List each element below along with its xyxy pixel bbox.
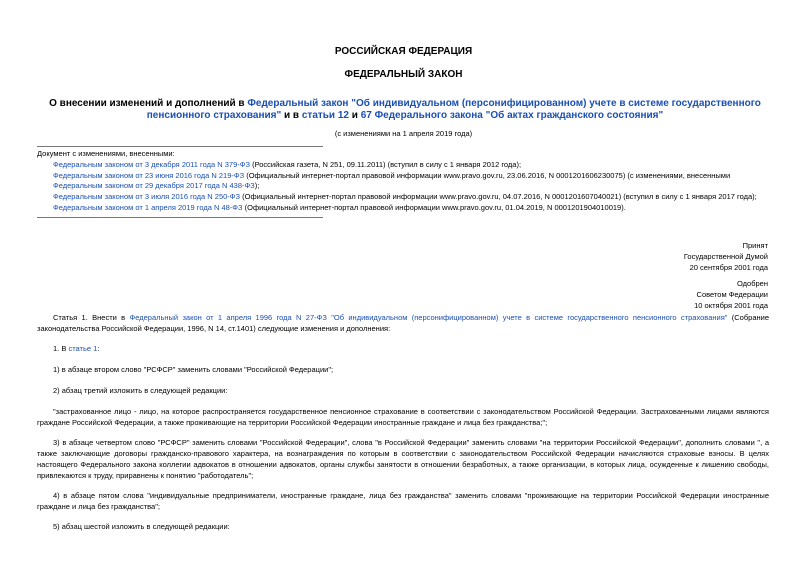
law-title bbox=[45, 98, 765, 122]
change-item bbox=[53, 203, 768, 214]
top-divider bbox=[37, 146, 323, 147]
item-1-prefix: 1. В bbox=[53, 344, 69, 353]
change-text: (Официальный интернет-портал правовой информации www.pravo.gov.ru, 04.07.2016, N 0001201607040021) (вступил в силу с 1 января 2017 года); bbox=[240, 192, 757, 202]
title-link-civil-status-law[interactable]: 67 Федерального закона "Об актах гражданского состояния" bbox=[360, 110, 664, 121]
adopted-block bbox=[684, 240, 768, 273]
change-text: (Российская газета, N 251, 09.11.2011) (вступил в силу с 1 января 2012 года); bbox=[250, 159, 522, 169]
para-text: 5) абзац шестой изложить в следующей редакции: bbox=[53, 522, 230, 531]
para-text: "застрахованное лицо - лицо, на которое распространяется государственное пенсионное страхование в соответствии с законодательством Российской Федерации. Застрахованными лицами являются граждане Российской Федерации, а также проживающие на территории Российской Федерации иностранные граждане и лица без гражданства;"; bbox=[37, 407, 769, 427]
change-link[interactable]: Федеральным законом от 23 июня 2016 года N 219-ФЗ bbox=[53, 170, 245, 180]
item-1-suffix: : bbox=[97, 344, 100, 353]
article-1 bbox=[37, 312, 769, 334]
changes-label: Документ с изменениями, внесенными: bbox=[37, 149, 175, 158]
change-link[interactable]: Федеральным законом от 29 декабря 2017 года N 438-ФЗ bbox=[53, 181, 255, 191]
change-item bbox=[53, 192, 768, 203]
para-3 bbox=[37, 406, 769, 428]
para-1 bbox=[37, 364, 769, 375]
title-and: и bbox=[348, 110, 361, 121]
change-text: (Официальный интернет-портал правовой информации www.pravo.gov.ru, 01.04.2019, N 0001201904010019). bbox=[242, 202, 626, 212]
para-2 bbox=[37, 385, 769, 396]
para-5 bbox=[37, 490, 769, 512]
change-item bbox=[53, 171, 768, 193]
title-link-article-12[interactable]: статьи 12 bbox=[301, 110, 349, 121]
adopted-line: Государственной Думой bbox=[683, 252, 768, 261]
change-item bbox=[53, 160, 768, 171]
adopted-line: 20 сентября 2001 года bbox=[689, 263, 768, 272]
item-1-text bbox=[37, 343, 769, 354]
para-text: 3) в абзаце четвертом слово "РСФСР" заменить словами "Российской Федерации", слова "в Российской Федерации" заменить словами "на территории Российской Федерации", дополнить словами ", а также заключающие договоры гражданско-правового характера, на вознаграждения по которым в соответствии с законодательством Российской Федерации начисляются страховые взносы. В целях настоящего Федерального закона коллегии адвокатов в отношении адвокатов, органы службы занятости в отношении безработных, а также организации, в которых лица, осужденные к лишению свободы, привлекаются к труду, приравнены к понятию "работодатель"; bbox=[37, 438, 769, 480]
approved-line: Советом Федерации bbox=[696, 290, 768, 299]
change-text: ); bbox=[254, 181, 260, 191]
para-text: 1) в абзаце втором слово "РСФСР" заменить словами "Российской Федерации"; bbox=[53, 365, 334, 374]
approved-block bbox=[694, 278, 768, 311]
para-4 bbox=[37, 437, 769, 481]
bottom-divider bbox=[37, 217, 323, 218]
para-6 bbox=[37, 521, 769, 532]
approved-line: Одобрен bbox=[737, 279, 768, 288]
article-1-prefix: Статья 1. Внести в bbox=[53, 313, 130, 322]
article-1-text bbox=[37, 312, 769, 334]
item-1 bbox=[37, 343, 769, 354]
article-1-link[interactable]: Федеральный закон от 1 апреля 1996 года N 27-ФЗ "Об индивидуальном (персонифицированном) учете в системе государственного пенсионного страхования" bbox=[129, 313, 728, 322]
adopted-line: Принят bbox=[742, 241, 768, 250]
title-link-pension-law[interactable]: Федеральный закон "Об индивидуальном (персонифицированном) учете в системе государственного пенсионного страхования" bbox=[146, 98, 761, 121]
article-1-suffix: (Собрание законодательства Российской Федерации, 1996, N 14, ст.1401) следующие изменения и дополнения: bbox=[37, 313, 769, 333]
doc-type-heading: ФЕДЕРАЛЬНЫЙ ЗАКОН bbox=[344, 69, 463, 80]
change-text: (Официальный интернет-портал правовой информации www.pravo.gov.ru, 23.06.2016, N 0001201606230075) (с изменениями, внесенными bbox=[244, 170, 731, 180]
item-1-link[interactable]: статье 1 bbox=[68, 344, 98, 353]
para-text: 4) в абзаце пятом слова "индивидуальные предприниматели, иностранные граждане, лица без гражданства" заменить словами "проживающие на территории Российской Федерации иностранные граждане и лица без гражданства"; bbox=[37, 491, 769, 511]
approved-line: 10 октября 2001 года bbox=[694, 301, 768, 310]
title-mid: и в bbox=[281, 110, 302, 121]
changes-block bbox=[37, 149, 768, 214]
para-text: 2) абзац третий изложить в следующей редакции: bbox=[53, 386, 228, 395]
change-link[interactable]: Федеральным законом от 3 июля 2016 года N 250-ФЗ bbox=[53, 192, 241, 202]
country-heading: РОССИЙСКАЯ ФЕДЕРАЦИЯ bbox=[334, 46, 473, 57]
revision-note: (с изменениями на 1 апреля 2019 года) bbox=[334, 129, 473, 138]
change-link[interactable]: Федеральным законом от 1 апреля 2019 года N 48-ФЗ bbox=[53, 202, 243, 212]
title-prefix: О внесении изменений и дополнений в bbox=[49, 98, 248, 109]
change-link[interactable]: Федеральным законом от 3 декабря 2011 года N 379-ФЗ bbox=[53, 159, 250, 169]
